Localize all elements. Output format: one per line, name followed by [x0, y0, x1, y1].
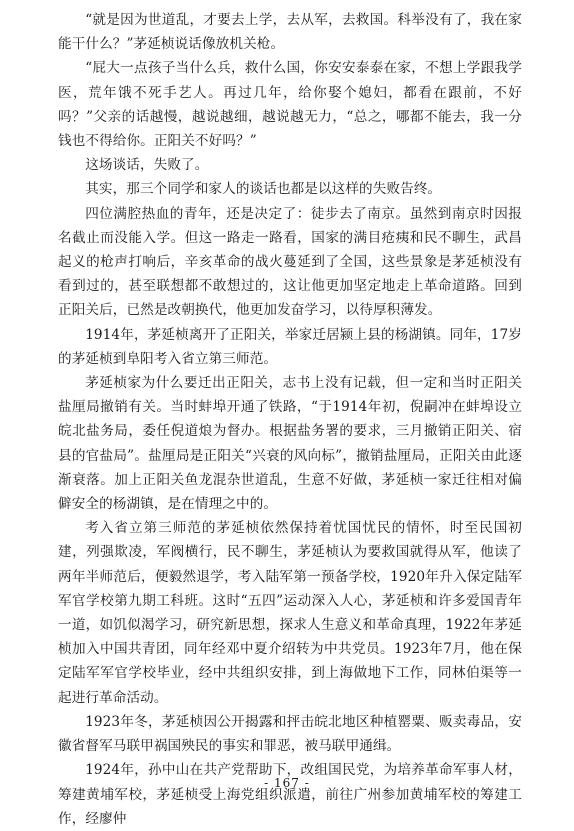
paragraph-5: 四位满腔热血的青年，还是决定了：徒步去了南京。虽然到南京时因报名截止而没能入学。但这一路走一路看，国家的满目疮痍和民不聊生，武昌起义的枪声打响后，辛亥革命的战火蔓延到了全国，这些景象是茅延桢没有看到过的，甚至联想都不敢想过的，这让他更加坚定地走上革命道路。回到正阳关后，已然是改朝换代，他更加发奋学习，以待厚积薄发。 [58, 205, 522, 319]
paragraph-7: 茅延桢家为什么要迁出正阳关，志书上没有记载，但一定和当时正阳关盐厘局撤销有关。当时蚌埠开通了铁路，“于1914年初，倪嗣冲在蚌埠设立皖北盐务局，委任倪道烺为督办。根据盐务署的要求，三月撤销正阳关、宿县的官盐局”。盐厘局是正阳关“兴衰的风向标”，撤销盐厘局，正阳关由此逐渐衰落。加上正阳关鱼龙混杂世道乱，生意不好做，茅延桢一家迁往相对偏僻安全的杨湖镇，是在情理之中的。 [58, 375, 522, 513]
body-text [58, 8, 522, 831]
paragraph-2: “屁大一点孩子当什么兵，救什么国，你安安泰泰在家，不想上学跟我学医，荒年饿不死手艺人。再过几年，给你娶个媳妇，都看在跟前，不好吗？”父亲的话越慢，越说越细，越说越无力，“总之，哪都不能去，我一分钱也不得给你。正阳关不好吗？” [58, 60, 522, 150]
paragraph-4: 其实，那三个同学和家人的谈话也都是以这样的失败告终。 [85, 181, 442, 198]
paragraph-3: 这场谈话，失败了。 [85, 157, 209, 174]
paragraph-6: 1914年，茅延桢离开了正阳关，举家迁居颍上县的杨湖镇。同年，17岁的茅延桢到阜阳考入省立第三师范。 [58, 326, 522, 367]
paragraph-9: 1923年冬，茅延桢因公开揭露和抨击皖北地区种植罂粟、贩卖毒品，安徽省督军马联甲祸国殃民的事实和罪恶，被马联甲通缉。 [58, 713, 522, 755]
paragraph-8: 考入省立第三师范的茅延桢依然保持着忧国忧民的情怀，时至民国初建，列强欺凌，军阀横行，民不聊生，茅延桢认为要救国就得从军，他读了两年半师范后，便毅然退学，考入陆军第一预备学校，1920年升入保定陆军军官学校第九期工科班。这时“五四”运动深入人心，茅延桢和许多爱国青年一道，如饥似渴学习，研究新思想，探求人生意义和革命真理，1922年茅延桢加入中国共青团，同年经邓中夏介绍转为中共党员。1923年7月，他在保定陆军军官学校毕业，经中共组织安排，到上海做地下工作，同林伯渠等一起进行革命活动。 [58, 520, 522, 706]
page-number: - 167 - [264, 776, 310, 790]
paragraph-10: 1924年，孙中山在共产党帮助下，改组国民党，为培养革命军事人材，筹建黄埔军校，茅延桢受上海党组织派遣，前往广州参加黄埔军校的筹建工作，经廖仲 [58, 762, 522, 827]
paragraph-1: “就是因为世道乱，才要去上学，去从军，去救国。科举没有了，我在家能干什么？”茅延桢说话像放机关枪。 [58, 12, 522, 53]
